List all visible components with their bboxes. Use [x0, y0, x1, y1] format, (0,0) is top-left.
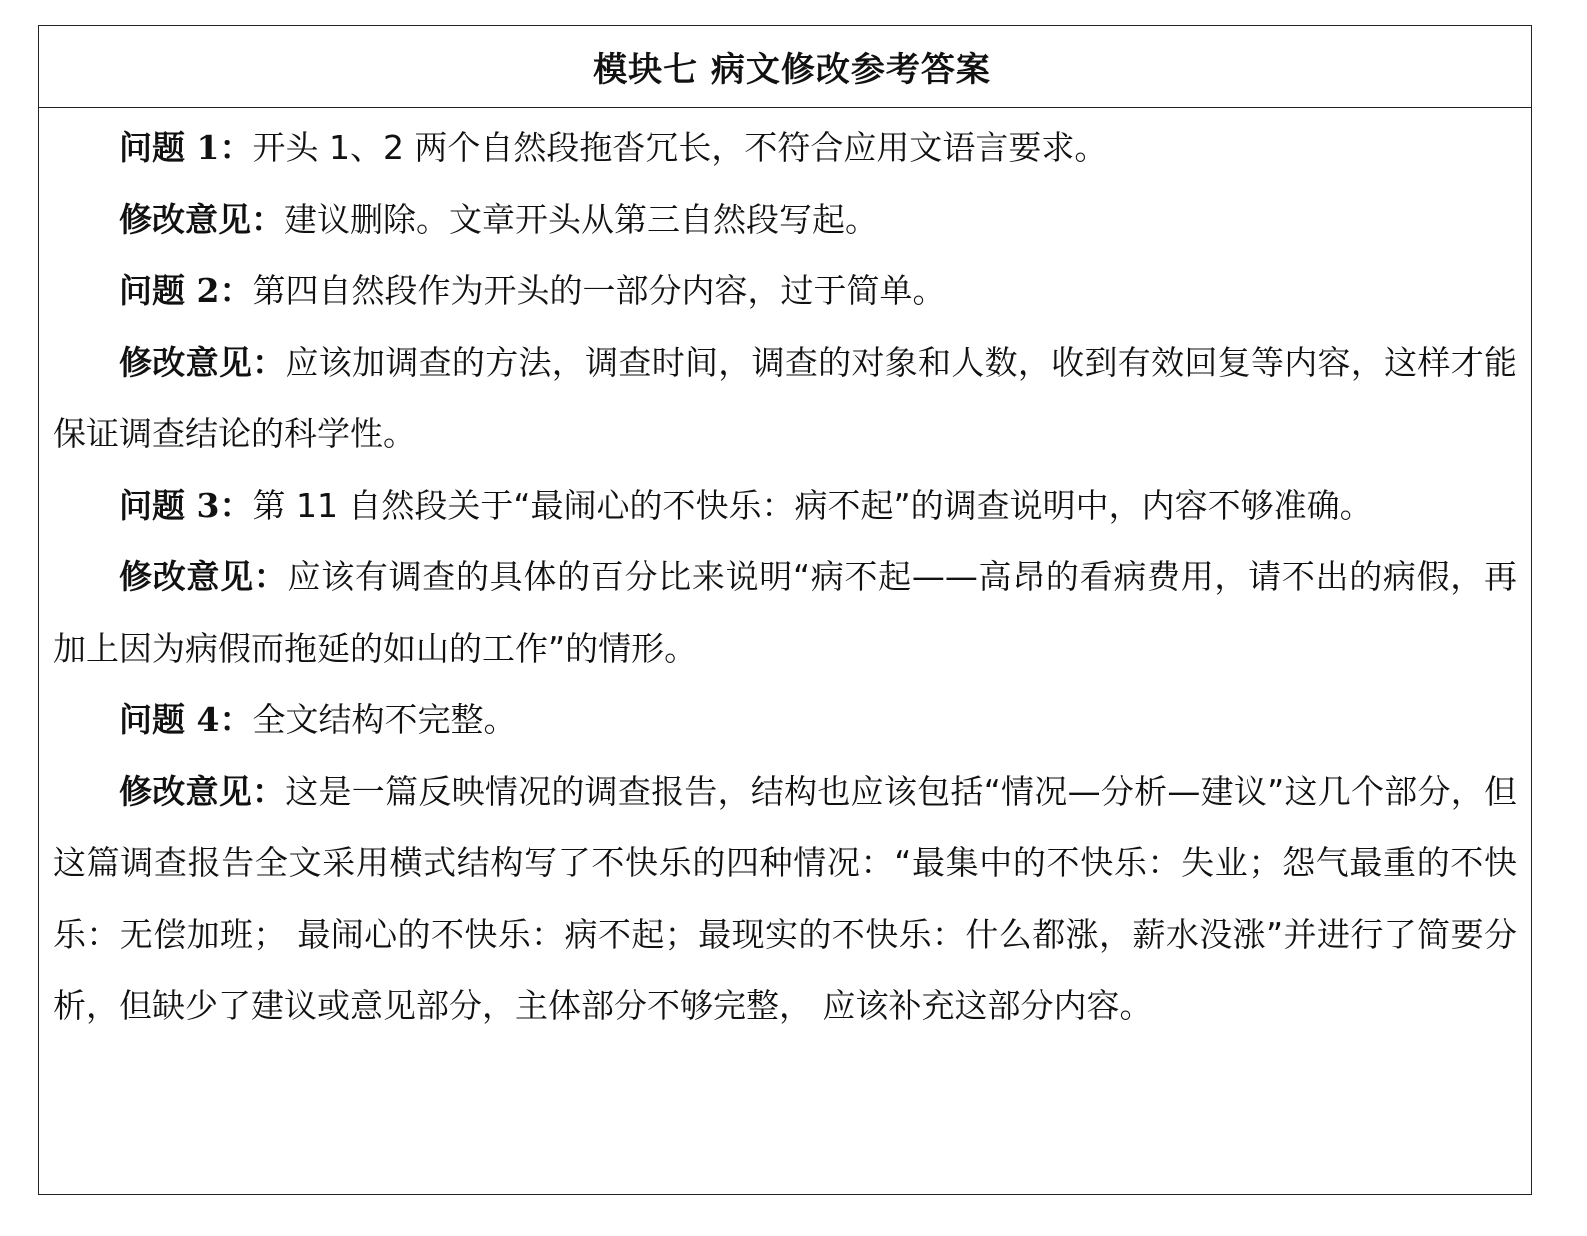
answer-document — [38, 25, 1532, 1195]
advice-2-text: 应该加调查的方法，调查时间，调查的对象和人数，收到有效回复等内容，这样才能保证调查结论的科学性。 — [53, 342, 1518, 453]
problem-2 — [53, 255, 1517, 327]
advice-2 — [53, 327, 1517, 470]
document-header — [39, 26, 1531, 108]
advice-1-label: 修改意见： — [119, 199, 284, 239]
problem-1-label: 问题 1： — [119, 128, 253, 167]
advice-3 — [53, 541, 1517, 684]
document-title: 模块七 病文修改参考答案 — [593, 50, 991, 90]
problem-2-label: 问题 2： — [119, 271, 253, 310]
problem-1 — [53, 112, 1517, 184]
advice-2-label: 修改意见： — [119, 342, 286, 382]
problem-2-text: 第四自然段作为开头的一部分内容，过于简单。 — [252, 271, 946, 310]
document-body — [39, 108, 1531, 1042]
problem-4-text: 全文结构不完整。 — [252, 700, 517, 739]
advice-3-label: 修改意见： — [119, 557, 288, 596]
problem-3 — [53, 470, 1517, 542]
problem-3-text: 第 11 自然段关于“最闹心的不快乐：病不起”的调查说明中，内容不够准确。 — [252, 485, 1373, 525]
advice-4-text: 这是一篇反映情况的调查报告，结构也应该包括“情况—分析—建议”这几个部分，但这篇调查报告全文采用横式结构写了不快乐的四种情况：“最集中的不快乐：失业；怨气最重的不快乐：无偿加班； 最闹心的不快乐：病不起；最现实的不快乐：什么都涨，薪水没涨”并进行了简要分析，但缺少了建议或意见部分，主体部分不够完整， 应该补充这部分内容。 — [53, 771, 1518, 1025]
problem-1-text: 开头 1、2 两个自然段拖沓冗长，不符合应用文语言要求。 — [252, 128, 1108, 167]
advice-1-text: 建议删除。文章开头从第三自然段写起。 — [284, 199, 878, 239]
problem-3-label: 问题 3： — [119, 485, 253, 525]
advice-4 — [53, 756, 1517, 1042]
advice-3-text: 应该有调查的具体的百分比来说明“病不起——高昂的看病费用，请不出的病假，再加上因为病假而拖延的如山的工作”的情形。 — [53, 557, 1518, 668]
problem-4-label: 问题 4： — [119, 700, 253, 739]
problem-4 — [53, 684, 1517, 756]
advice-4-label: 修改意见： — [119, 771, 286, 811]
advice-1 — [53, 184, 1517, 256]
